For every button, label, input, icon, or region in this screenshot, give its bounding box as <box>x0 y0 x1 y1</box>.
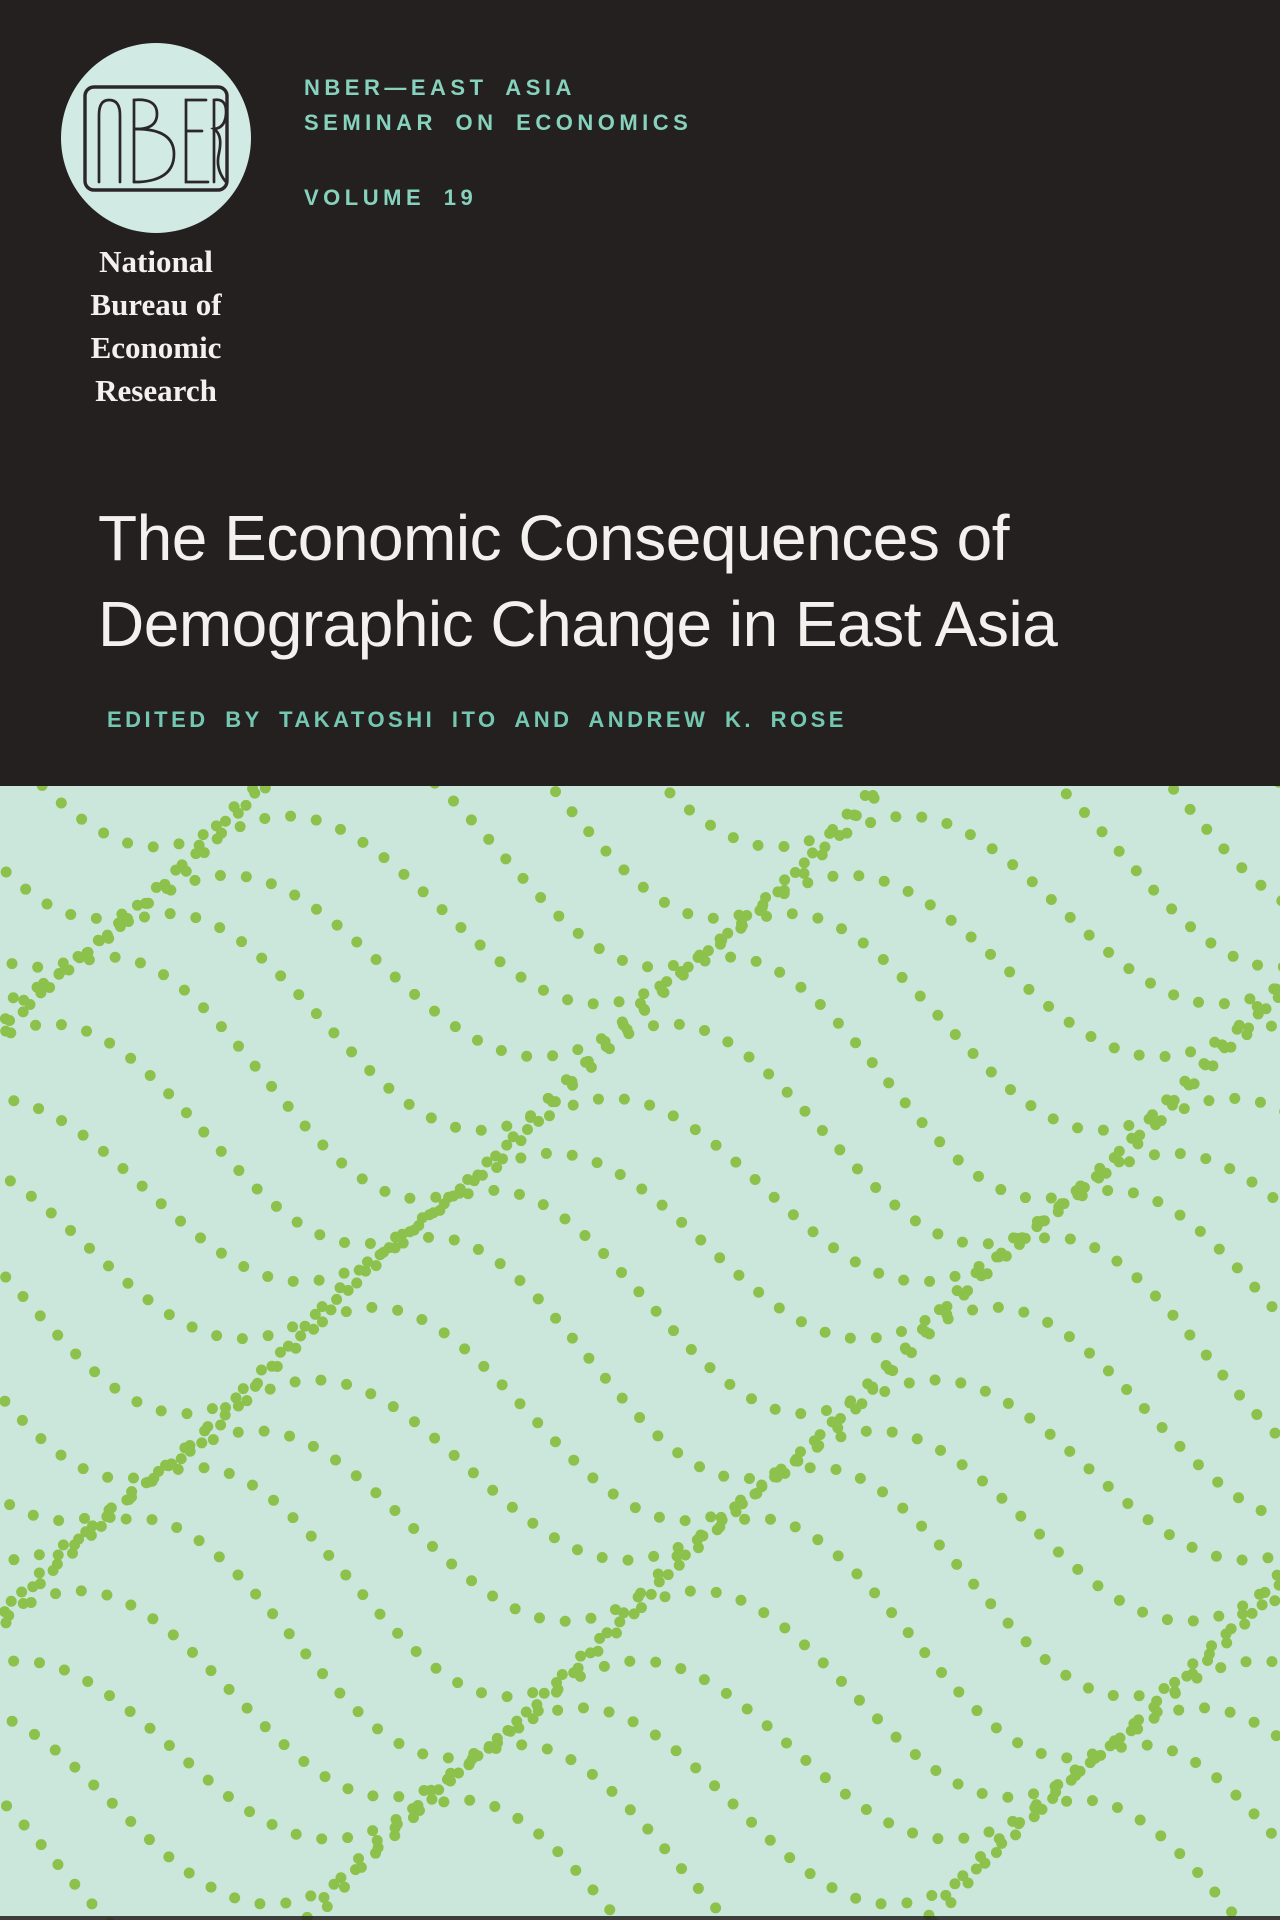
wave-dots-graphic <box>0 786 1280 1920</box>
org-name-line: Research <box>95 373 217 408</box>
nber-monogram-icon <box>83 85 229 192</box>
title-line2: Demographic Change in East Asia <box>98 588 1058 660</box>
series-title-line2: SEMINAR ON ECONOMICS <box>304 110 693 135</box>
org-name-line: Bureau of <box>90 287 222 322</box>
nber-logo <box>61 43 251 233</box>
org-name-line: Economic <box>90 330 222 365</box>
volume-number: VOLUME 19 <box>304 185 478 210</box>
book-title <box>98 495 1057 667</box>
org-name-line: National <box>99 244 213 279</box>
wave-dot-pattern <box>0 786 1280 1920</box>
org-name <box>36 240 276 412</box>
series-block <box>304 70 692 215</box>
series-title-line1: NBER—EAST ASIA <box>304 75 576 100</box>
cover-header-panel <box>0 0 1280 786</box>
editors-line: EDITED BY TAKATOSHI ITO AND ANDREW K. ROSE <box>107 707 847 732</box>
title-line1: The Economic Consequences of <box>98 502 1009 574</box>
bottom-edge <box>0 1916 1280 1920</box>
